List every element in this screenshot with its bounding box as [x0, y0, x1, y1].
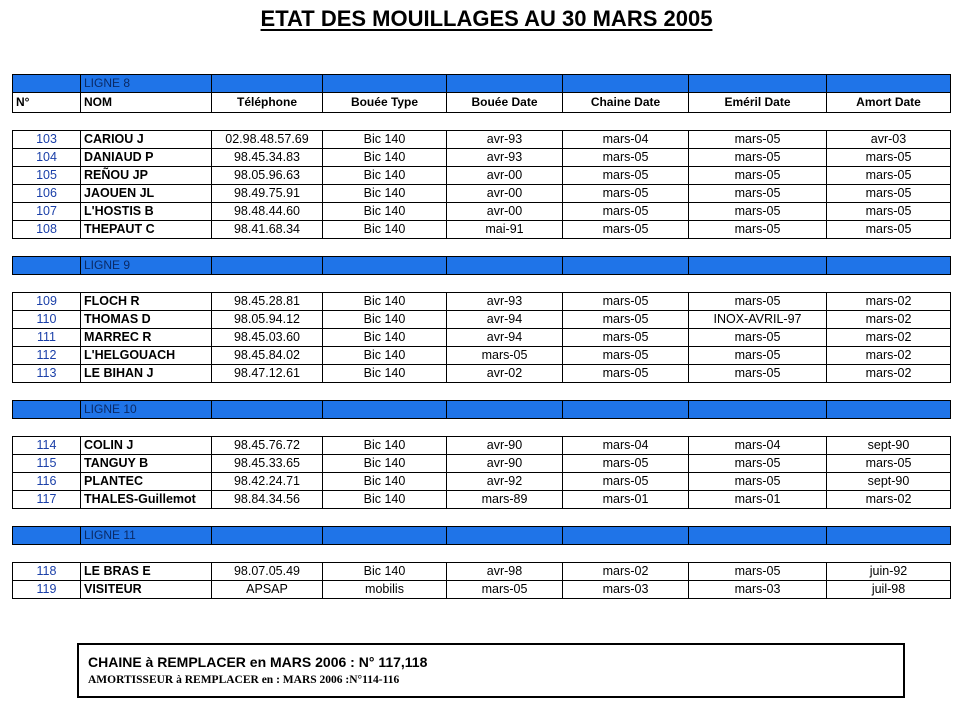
buoy-date: avr-00 [447, 203, 563, 221]
chain-date: mars-05 [563, 329, 689, 347]
swivel-date: mars-01 [689, 491, 827, 509]
spacer-row [13, 239, 951, 257]
group-band-cell [827, 401, 951, 419]
header-row [13, 93, 951, 113]
swivel-date: mars-03 [689, 581, 827, 599]
owner-name: VISITEUR [81, 581, 212, 599]
group-band-cell [212, 527, 323, 545]
owner-name: THOMAS D [81, 311, 212, 329]
table-row [13, 365, 951, 383]
mooring-number: 104 [13, 149, 81, 167]
owner-name: FLOCH R [81, 293, 212, 311]
swivel-date: mars-05 [689, 365, 827, 383]
owner-name: REÑOU JP [81, 167, 212, 185]
absorber-date: mars-05 [827, 455, 951, 473]
table-row [13, 149, 951, 167]
swivel-date: mars-05 [689, 329, 827, 347]
group-band-cell [13, 401, 81, 419]
group-band-cell [563, 257, 689, 275]
owner-name: LE BRAS E [81, 563, 212, 581]
chain-date: mars-05 [563, 203, 689, 221]
buoy-date: mars-05 [447, 347, 563, 365]
table-row [13, 293, 951, 311]
absorber-date: mars-02 [827, 329, 951, 347]
group-band-ligne-8 [13, 75, 951, 93]
table-row [13, 563, 951, 581]
phone: 98.84.34.56 [212, 491, 323, 509]
swivel-date: mars-05 [689, 221, 827, 239]
spacer-cell [13, 383, 951, 401]
phone: 98.05.96.63 [212, 167, 323, 185]
chain-date: mars-05 [563, 347, 689, 365]
group-band-cell [827, 257, 951, 275]
group-band-cell [447, 257, 563, 275]
group-label: LIGNE 10 [81, 401, 212, 419]
absorber-date: mars-02 [827, 365, 951, 383]
absorber-date: mars-05 [827, 149, 951, 167]
group-band-cell [827, 527, 951, 545]
owner-name: LE BIHAN J [81, 365, 212, 383]
phone: 98.48.44.60 [212, 203, 323, 221]
mooring-number: 106 [13, 185, 81, 203]
buoy-date: avr-92 [447, 473, 563, 491]
buoy-type: Bic 140 [323, 473, 447, 491]
group-band-cell [323, 527, 447, 545]
table-row [13, 203, 951, 221]
buoy-date: mai-91 [447, 221, 563, 239]
group-band [13, 527, 951, 545]
swivel-date: INOX-AVRIL-97 [689, 311, 827, 329]
absorber-date: juin-92 [827, 563, 951, 581]
spacer-row [13, 383, 951, 401]
page-title: ETAT DES MOUILLAGES AU 30 MARS 2005 [260, 6, 713, 31]
swivel-date: mars-05 [689, 149, 827, 167]
owner-name: JAOUEN JL [81, 185, 212, 203]
mooring-number: 118 [13, 563, 81, 581]
chain-date: mars-05 [563, 455, 689, 473]
column-header: Bouée Date [447, 93, 563, 113]
spacer-row [13, 509, 951, 527]
group-band-cell [212, 75, 323, 93]
chain-date: mars-03 [563, 581, 689, 599]
column-header: Téléphone [212, 93, 323, 113]
table-row [13, 329, 951, 347]
spacer-row [13, 275, 951, 293]
group-band-cell [13, 527, 81, 545]
table-row [13, 491, 951, 509]
phone: 02.98.48.57.69 [212, 131, 323, 149]
chain-date: mars-05 [563, 167, 689, 185]
chain-date: mars-04 [563, 131, 689, 149]
mooring-number: 107 [13, 203, 81, 221]
group-band-cell [212, 401, 323, 419]
table-row [13, 167, 951, 185]
absorber-date: avr-03 [827, 131, 951, 149]
group-band-cell [447, 75, 563, 93]
buoy-type: Bic 140 [323, 437, 447, 455]
spacer-row [13, 545, 951, 563]
spacer-cell [13, 545, 951, 563]
spacer-cell [13, 419, 951, 437]
mooring-number: 114 [13, 437, 81, 455]
chain-date: mars-05 [563, 473, 689, 491]
group-label: LIGNE 9 [81, 257, 212, 275]
buoy-type: Bic 140 [323, 131, 447, 149]
absorber-date: sept-90 [827, 473, 951, 491]
column-header: N° [13, 93, 81, 113]
chain-date: mars-05 [563, 311, 689, 329]
chain-date: mars-05 [563, 185, 689, 203]
phone: 98.45.03.60 [212, 329, 323, 347]
buoy-type: Bic 140 [323, 293, 447, 311]
spacer-cell [13, 509, 951, 527]
owner-name: MARREC R [81, 329, 212, 347]
buoy-type: Bic 140 [323, 203, 447, 221]
swivel-date: mars-05 [689, 167, 827, 185]
mooring-number: 110 [13, 311, 81, 329]
owner-name: COLIN J [81, 437, 212, 455]
group-band-cell [323, 75, 447, 93]
phone: 98.45.28.81 [212, 293, 323, 311]
group-label: LIGNE 11 [81, 527, 212, 545]
swivel-date: mars-05 [689, 185, 827, 203]
buoy-date: avr-00 [447, 167, 563, 185]
mooring-number: 112 [13, 347, 81, 365]
owner-name: THALES-Guillemot [81, 491, 212, 509]
table-row [13, 185, 951, 203]
group-band-cell [13, 75, 81, 93]
mooring-number: 105 [13, 167, 81, 185]
column-header: NOM [81, 93, 212, 113]
swivel-date: mars-05 [689, 455, 827, 473]
swivel-date: mars-04 [689, 437, 827, 455]
absorber-date: mars-05 [827, 221, 951, 239]
phone: APSAP [212, 581, 323, 599]
phone: 98.05.94.12 [212, 311, 323, 329]
phone: 98.07.05.49 [212, 563, 323, 581]
absorber-date: mars-02 [827, 293, 951, 311]
absorber-date: mars-05 [827, 167, 951, 185]
phone: 98.45.33.65 [212, 455, 323, 473]
buoy-type: mobilis [323, 581, 447, 599]
group-band-cell [447, 401, 563, 419]
mooring-number: 103 [13, 131, 81, 149]
table-row [13, 221, 951, 239]
owner-name: CARIOU J [81, 131, 212, 149]
buoy-type: Bic 140 [323, 221, 447, 239]
swivel-date: mars-05 [689, 203, 827, 221]
table-row [13, 311, 951, 329]
group-band [13, 257, 951, 275]
mooring-number: 117 [13, 491, 81, 509]
chain-date: mars-01 [563, 491, 689, 509]
phone: 98.42.24.71 [212, 473, 323, 491]
group-band-cell [212, 257, 323, 275]
buoy-type: Bic 140 [323, 185, 447, 203]
group-band-cell [827, 75, 951, 93]
table-row [13, 473, 951, 491]
phone: 98.49.75.91 [212, 185, 323, 203]
owner-name: L'HELGOUACH [81, 347, 212, 365]
column-header: Chaine Date [563, 93, 689, 113]
mooring-number: 111 [13, 329, 81, 347]
buoy-type: Bic 140 [323, 455, 447, 473]
spacer-cell [13, 239, 951, 257]
phone: 98.41.68.34 [212, 221, 323, 239]
swivel-date: mars-05 [689, 563, 827, 581]
table-row [13, 581, 951, 599]
group-band-cell [13, 257, 81, 275]
group-band-cell [323, 401, 447, 419]
phone: 98.47.12.61 [212, 365, 323, 383]
phone: 98.45.84.02 [212, 347, 323, 365]
group-band-cell [689, 527, 827, 545]
absorber-date: juil-98 [827, 581, 951, 599]
buoy-date: avr-93 [447, 293, 563, 311]
buoy-date: avr-00 [447, 185, 563, 203]
swivel-date: mars-05 [689, 131, 827, 149]
group-band [13, 401, 951, 419]
absorber-date: sept-90 [827, 437, 951, 455]
buoy-type: Bic 140 [323, 167, 447, 185]
mooring-number: 119 [13, 581, 81, 599]
chain-date: mars-02 [563, 563, 689, 581]
buoy-type: Bic 140 [323, 149, 447, 167]
mooring-number: 113 [13, 365, 81, 383]
chain-date: mars-05 [563, 365, 689, 383]
mooring-number: 115 [13, 455, 81, 473]
buoy-date: mars-05 [447, 581, 563, 599]
column-header: Bouée Type [323, 93, 447, 113]
group-band-cell [689, 75, 827, 93]
owner-name: TANGUY B [81, 455, 212, 473]
buoy-type: Bic 140 [323, 311, 447, 329]
buoy-type: Bic 140 [323, 563, 447, 581]
buoy-date: avr-94 [447, 311, 563, 329]
spacer-row [13, 113, 951, 131]
owner-name: L'HOSTIS B [81, 203, 212, 221]
phone: 98.45.76.72 [212, 437, 323, 455]
buoy-type: Bic 140 [323, 365, 447, 383]
buoy-date: avr-93 [447, 131, 563, 149]
table-row [13, 347, 951, 365]
swivel-date: mars-05 [689, 473, 827, 491]
absorber-date: mars-05 [827, 203, 951, 221]
group-band-cell [447, 527, 563, 545]
column-header: Eméril Date [689, 93, 827, 113]
group-label: LIGNE 8 [81, 75, 212, 93]
mooring-number: 108 [13, 221, 81, 239]
mooring-number: 116 [13, 473, 81, 491]
buoy-date: avr-02 [447, 365, 563, 383]
spacer-cell [13, 113, 951, 131]
absorber-date: mars-02 [827, 491, 951, 509]
buoy-type: Bic 140 [323, 491, 447, 509]
mooring-number: 109 [13, 293, 81, 311]
chain-date: mars-04 [563, 437, 689, 455]
buoy-type: Bic 140 [323, 347, 447, 365]
swivel-date: mars-05 [689, 347, 827, 365]
chain-date: mars-05 [563, 293, 689, 311]
note-line-chain: CHAINE à REMPLACER en MARS 2006 : N° 117,118 [88, 654, 428, 670]
chain-date: mars-05 [563, 149, 689, 167]
owner-name: PLANTEC [81, 473, 212, 491]
group-band-cell [323, 257, 447, 275]
note-line-shock-absorber: AMORTISSEUR à REMPLACER en : MARS 2006 :N°114-116 [88, 674, 400, 686]
buoy-date: avr-90 [447, 437, 563, 455]
absorber-date: mars-05 [827, 185, 951, 203]
group-band-cell [563, 75, 689, 93]
buoy-date: avr-94 [447, 329, 563, 347]
table-row [13, 437, 951, 455]
absorber-date: mars-02 [827, 347, 951, 365]
buoy-type: Bic 140 [323, 329, 447, 347]
buoy-date: avr-90 [447, 455, 563, 473]
owner-name: DANIAUD P [81, 149, 212, 167]
absorber-date: mars-02 [827, 311, 951, 329]
spacer-cell [13, 275, 951, 293]
group-band-cell [563, 527, 689, 545]
buoy-date: avr-98 [447, 563, 563, 581]
table-row [13, 455, 951, 473]
column-header: Amort Date [827, 93, 951, 113]
group-band-cell [563, 401, 689, 419]
mooring-table [12, 74, 951, 599]
group-band-cell [689, 257, 827, 275]
group-band-cell [689, 401, 827, 419]
swivel-date: mars-05 [689, 293, 827, 311]
table-row [13, 131, 951, 149]
owner-name: THEPAUT C [81, 221, 212, 239]
buoy-date: mars-89 [447, 491, 563, 509]
phone: 98.45.34.83 [212, 149, 323, 167]
spacer-row [13, 419, 951, 437]
replacement-note [77, 643, 905, 698]
buoy-date: avr-93 [447, 149, 563, 167]
chain-date: mars-05 [563, 221, 689, 239]
